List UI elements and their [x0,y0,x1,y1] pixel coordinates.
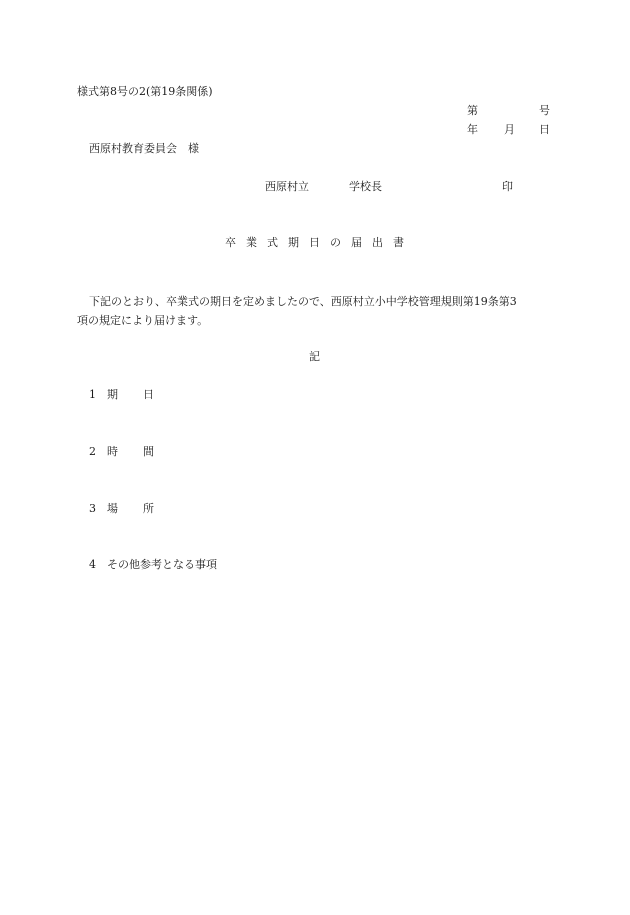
title-char: の [330,236,341,249]
addressee: 西原村教育委員会 様 [89,142,199,155]
date-year: 年 [467,123,478,136]
item-label-a: 期 [107,388,118,401]
body-line-2: 項の規定により届けます。 [77,314,209,327]
number-dai: 第 [467,104,478,117]
sender-village-school: 西原村立 [265,180,309,193]
body-line-1: 下記のとおり、卒業式の期日を定めましたので、西原村立小中学校管理規則第19条第3 [89,295,517,308]
title-char: 期 [288,236,299,249]
item-number: 2 [89,445,96,458]
sender-principal: 学校長 [349,180,382,193]
title-char: 式 [267,236,278,249]
title-char: 日 [309,236,320,249]
form-label: 様式第8号の2(第19条関係) [77,85,213,98]
item-label-b: 日 [143,388,154,401]
item-number: 3 [89,502,96,515]
title-char: 業 [246,236,257,249]
item-label-a: 時 [107,445,118,458]
item-number: 1 [89,388,96,401]
title-char: 届 [351,236,362,249]
title-char: 書 [393,236,404,249]
item-label-b: 所 [143,502,154,515]
ki-heading: 記 [309,350,320,363]
date-month: 月 [504,123,515,136]
item-label: その他参考となる事項 [107,558,217,571]
seal-mark: 印 [502,180,513,193]
item-label-b: 間 [143,445,154,458]
number-gou: 号 [539,104,550,117]
item-label-a: 場 [107,502,118,515]
date-day: 日 [539,123,550,136]
title-char: 卒 [225,236,236,249]
item-number: 4 [89,558,96,571]
title-char: 出 [372,236,383,249]
